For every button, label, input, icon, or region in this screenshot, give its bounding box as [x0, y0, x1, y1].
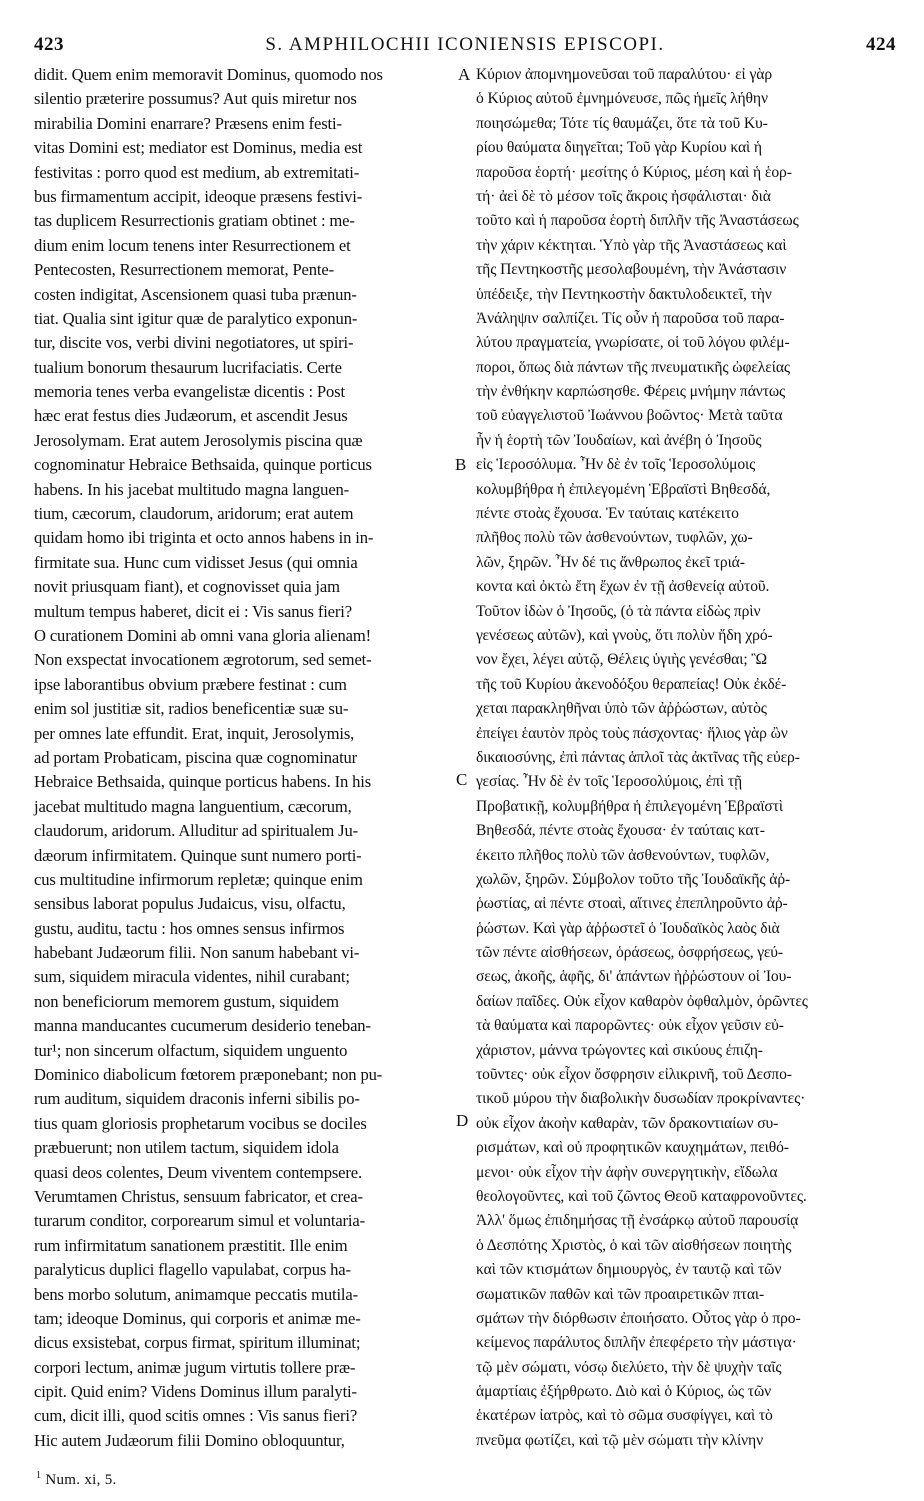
- latin-text-line: enim sol justitiæ sit, radios beneficentiæ suæ su-: [34, 699, 349, 719]
- latin-text-line: memoria tenes verba evangelistæ dicentis : Post: [34, 382, 345, 402]
- latin-text-line: sensibus laborat populus Judaicus, visu, olfactu,: [34, 894, 346, 914]
- latin-text-line: tur, discite vos, verbi divini negotiatores, ut spiri-: [34, 333, 354, 353]
- greek-text-line: τῆς Πεντηκοστῆς μεσολαβουμένη, τὴν Ἀνάστασιν: [476, 261, 787, 279]
- latin-text-line: habebant Judæorum filii. Non sanum habebant vi-: [34, 943, 360, 963]
- greek-text-line: πνεῦμα φωτίζει, καὶ τῷ μὲν σώματι τὴν κλίνην: [476, 1431, 764, 1449]
- greek-text-line: λύτου πραγματεία, γνωρίσατε, οἱ τοῦ λόγου φιλέμ-: [476, 334, 790, 352]
- margin-marker-b: B: [455, 455, 467, 474]
- latin-text-line: dium enim locum tenens inter Resurrectionem et: [34, 235, 351, 255]
- greek-text-line: γενέσεως αὐτῶν), καὶ γνοὺς, ὅτι πολὺν ἤδη χρό-: [476, 626, 773, 644]
- greek-text-line: τοῦντες· οὐκ εἶχον ὄσφρησιν εἰλικρινῆ, τοῦ Δεσπο-: [476, 1066, 792, 1084]
- greek-text-line: σμάτων τὴν διόρθωσιν ἐποιήσατο. Οὗτος γὰρ ὁ προ-: [476, 1309, 801, 1327]
- greek-text-line: τοῦ εὐαγγελιστοῦ Ἰωάννου βοῶντος· Μετὰ ταῦτα: [476, 407, 783, 425]
- latin-column: [34, 63, 452, 1453]
- margin-marker-d: D: [456, 1111, 469, 1130]
- greek-text-line: σωματικῶν παθῶν καὶ τῶν προαιρετικῶν πται-: [476, 1285, 765, 1303]
- latin-text-line: Non exspectat invocationem ægrotorum, sed semet-: [34, 650, 372, 670]
- greek-text-line: ρισμάτων, καὶ οὐ προφητικῶν καυχημάτων, πειθό-: [476, 1139, 789, 1157]
- latin-text-line: claudorum, aridorum. Alluditur ad spiritualem Ju-: [34, 821, 358, 841]
- greek-text-line: εἰς Ἱεροσόλυμα. Ἦν δὲ ἐν τοῖς Ἱεροσολύμοις: [476, 456, 756, 474]
- latin-text-line: firmitate sua. Hunc cum vidisset Jesus (qui omnia: [34, 552, 358, 572]
- greek-text-line: χεται παρακληθῆναι ὑπὸ τῶν ἀῤῥώστων, αὐτὸς: [476, 700, 767, 718]
- greek-text-line: ἑκατέρων ἰατρὸς, καὶ τὸ σῶμα συσφίγγει, καὶ τὸ: [476, 1407, 773, 1425]
- latin-text-line: tas duplicem Resurrectionis gratiam obtinet : me-: [34, 211, 355, 231]
- latin-text-line: Verumtamen Christus, sensuum fabricator, et crea-: [34, 1186, 363, 1206]
- latin-text-line: cus multitudine infirmorum repletæ; quinque enim: [34, 869, 363, 889]
- greek-text-line: τῷ μὲν σώματι, νόσῳ διελύετο, τὴν δὲ ψυχὴν ταῖς: [476, 1358, 782, 1376]
- latin-text-line: manna manducantes cucumerum desiderio teneban-: [34, 1016, 371, 1036]
- greek-text-line: θεολογοῦντες, καὶ τοῦ ζῶντος Θεοῦ καταφρονοῦντες.: [476, 1187, 807, 1205]
- latin-text-line: Pentecosten, Resurrectionem memorat, Pente-: [34, 260, 334, 280]
- greek-text-line: νον ἔχει, λέγει αὐτῷ, Θέλεις ὑγιὴς γενέσθαι; Ὢ: [476, 651, 767, 669]
- greek-text-line: ρίου θαύματα διηγεῖται; Τοῦ γὰρ Κυρίου καὶ ἡ: [476, 139, 762, 157]
- margin-marker-c: C: [456, 770, 468, 789]
- greek-text-line: πέντε στοὰς ἔχουσα. Ἐν ταύταις κατέκειτο: [476, 505, 739, 523]
- greek-column: [476, 63, 906, 1453]
- latin-text-line: silentio præterire possumus? Aut quis miretur nos: [34, 89, 357, 109]
- greek-text-line: ποιησώμεθα; Τότε τίς θαυμάζει, ὅτε τὰ τοῦ Κυ-: [476, 114, 768, 132]
- greek-text-line: Ἀνάληψιν σαλπίζει. Τίς οὖν ἡ παροῦσα τοῦ παρα-: [476, 309, 785, 327]
- greek-text-line: δαίων παῖδες. Οὐκ εἶχον καθαρὸν ὀφθαλμὸν, ὁρῶντες: [476, 992, 808, 1010]
- latin-text-line: multum tempus haberet, dicit ei : Vis sanus fieri?: [34, 601, 352, 621]
- latin-text-line: Jerosolymam. Erat autem Jerosolymis piscina quæ: [34, 430, 363, 450]
- greek-text-line: τὴν ἐνθήκην καρπώσησθε. Φέρεις μνήμην πάντως: [476, 383, 786, 401]
- greek-text-line: τὰ θαύματα καὶ παρορῶντες· οὐκ εἶχον γεῦσιν εὐ-: [476, 1017, 784, 1035]
- latin-text-line: quasi deos colentes, Deum viventem contempsere.: [34, 1162, 362, 1182]
- latin-text-line: habens. In his jacebat multitudo magna languen-: [34, 479, 350, 499]
- latin-text-line: rum infirmitatum sanationem præstitit. Ille enim: [34, 1235, 348, 1255]
- latin-text-line: gustu, auditu, tactu : hos omnes sensus infirmos: [34, 918, 345, 938]
- latin-text-line: costen indigitat, Ascensionem quasi tuba prænun-: [34, 284, 357, 304]
- latin-text-line: per omnes late effundit. Erat, inquit, Jerosolymis,: [34, 723, 355, 743]
- greek-text-line: τῶν πέντε αἰσθήσεων, ὁράσεως, ὀσφρήσεως, γεύ-: [476, 944, 783, 962]
- greek-text-line: Τοῦτον ἰδὼν ὁ Ἰησοῦς, (ὁ τὰ πάντα εἰδὼς πρὶν: [476, 602, 761, 620]
- page-number-left: 423: [34, 34, 64, 55]
- greek-text-line: γεσίας. Ἦν δὲ ἐν τοῖς Ἱεροσολύμοις, ἐπὶ τῇ: [476, 773, 743, 791]
- greek-text-line: παροῦσα ἑορτή· μεσίτης ὁ Κύριος, μέση καὶ ἡ ἑορ-: [476, 163, 792, 181]
- latin-text-line: paralyticus duplici flagello vapulabat, corpus ha-: [34, 1260, 351, 1280]
- greek-text-line: Προβατικῇ, κολυμβήθρα ἡ ἐπιλεγομένη Ἑβραϊστὶ: [476, 797, 783, 815]
- greek-text-line: ἐπείγει ἑαυτὸν πρὸς τοὺς πάσχοντας· ἥλιος γὰρ ὢν: [476, 724, 788, 742]
- latin-text-line: hæc erat festus dies Judæorum, et ascendit Jesus: [34, 406, 348, 426]
- latin-text-line: cognominatur Hebraice Bethsaida, quinque porticus: [34, 455, 372, 475]
- latin-text-line: ad portam Probaticam, piscina quæ cognominatur: [34, 747, 358, 767]
- latin-text-line: tur¹; non sincerum olfactum, siquidem unguento: [34, 1040, 348, 1060]
- latin-text-line: quidam homo ibi triginta et octo annos habens in in-: [34, 528, 374, 548]
- greek-text-line: χάριστον, μάννα τρώγοντες καὶ σικύους ἐπιζη-: [476, 1041, 763, 1059]
- greek-text-line: τικοῦ μύρου τὴν διαβολικὴν δυσωδίαν προκρίναντες·: [476, 1090, 806, 1108]
- latin-text-line: Hebraice Bethsaida, quinque porticus habens. In his: [34, 772, 372, 792]
- latin-text-line: rum auditum, siquidem draconis inferni sibilis po-: [34, 1089, 360, 1109]
- footnote-mark: 1: [36, 1470, 42, 1481]
- latin-text-line: tium, cæcorum, claudorum, aridorum; erat autem: [34, 504, 354, 524]
- latin-text-line: jacebat multitudo magna languentium, cæcorum,: [34, 796, 352, 816]
- greek-text-line: πλῆθος πολὺ τῶν ἀσθενούντων, τυφλῶν, χω-: [476, 529, 753, 547]
- latin-text-line: mirabilia Domini enarrare? Præsens enim festi-: [34, 113, 342, 133]
- greek-text-line: τὴν χάριν κέκτηται. Ὑπὸ γὰρ τῆς Ἀναστάσεως καὶ: [476, 236, 787, 254]
- latin-text-line: didit. Quem enim memoravit Dominus, quomodo nos: [34, 65, 383, 84]
- greek-text-line: Κύριον ἀπομνημονεῦσαι τοῦ παραλύτου· εἰ γὰρ: [476, 66, 772, 83]
- greek-text-line: κολυμβήθρα ἡ ἐπιλεγομένη Ἑβραϊστὶ Βηθεσδά,: [476, 480, 771, 498]
- margin-marker-a: A: [458, 65, 471, 84]
- greek-text-line: τοῦτο καὶ ἡ παροῦσα ἑορτὴ διπλῆν τῆς Ἀναστάσεως: [476, 212, 799, 230]
- latin-text-line: tius quam gloriosis prophetarum vocibus se dociles: [34, 1113, 367, 1133]
- latin-text-line: ipse laborantibus obvium præbere festinat : cum: [34, 674, 347, 694]
- greek-text-line: τή· ἀεὶ δὲ τὸ μέσον τοῖς ἄκροις ἠσφάλισται· διὰ: [476, 187, 771, 205]
- page-number-right: 424: [866, 34, 896, 55]
- greek-text-line: Ἀλλ' ὅμως ἐπιδημήσας τῇ ἐνσάρκῳ αὐτοῦ παρουσίᾳ: [476, 1212, 799, 1230]
- greek-text-line: κοντα καὶ ὀκτὼ ἔτη ἔχων ἐν τῇ ἀσθενείᾳ αὐτοῦ.: [476, 578, 770, 596]
- running-header: [34, 34, 896, 60]
- latin-text-line: cipit. Quid enim? Videns Dominus illum paralyti-: [34, 1382, 357, 1402]
- running-title: S. AMPHILOCHII ICONIENSIS EPISCOPI.: [265, 34, 665, 55]
- greek-text-line: τῆς τοῦ Κυρίου ἀκενοδόξου θεραπείας! Οὐκ ἐκδέ-: [476, 675, 787, 693]
- latin-text-line: Dominico diabolicum fœtorem præponebant; non pu-: [34, 1065, 383, 1085]
- greek-text-line: ἦν ἡ ἑορτὴ τῶν Ἰουδαίων, καὶ ἀνέβη ὁ Ἰησοῦς: [476, 431, 762, 449]
- greek-text-line: ὁ Δεσπότης Χριστὸς, ὁ καὶ τῶν αἰσθήσεων ποιητὴς: [476, 1236, 792, 1254]
- greek-text-line: ὑπέδειξε, τὴν Πεντηκοστὴν δακτυλοδεικτεῖ, τὴν: [476, 285, 772, 303]
- latin-text-line: Hic autem Judæorum filii Domino obloquuntur,: [34, 1430, 345, 1450]
- footnote: [36, 1470, 117, 1489]
- latin-text-line: vitas Domini est; mediator est Dominus, media est: [34, 138, 363, 158]
- latin-text-line: tualium bonorum thesaurum lucrifaciatis. Certe: [34, 357, 342, 377]
- greek-text-line: μενοι· οὐκ εἶχον τὴν ἁφὴν συνεργητικὴν, εἴδωλα: [476, 1163, 778, 1181]
- latin-text-line: turarum conditor, corporearum simul et voluntaria-: [34, 1211, 365, 1231]
- greek-text-line: σεως, ἀκοῆς, ἁφῆς, δι' ἁπάντων ἠῤῥώστουν οἱ Ἰου-: [476, 968, 792, 986]
- greek-text-line: έκειτο πλῆθος πολὺ τῶν ἀσθενούντων, τυφλῶν,: [476, 846, 770, 864]
- greek-text-line: λῶν, ξηρῶν. Ἦν δέ τις ἄνθρωπος ἐκεῖ τριά-: [476, 553, 745, 571]
- greek-text-line: Βηθεσδά, πέντε στοὰς ἔχουσα· ἐν ταύταις κατ-: [476, 822, 765, 840]
- latin-text-line: bus firmamentum accipit, ideoque præsens festivi-: [34, 186, 363, 206]
- latin-text-line: dæorum infirmitatem. Quinque sunt numero porti-: [34, 845, 362, 865]
- greek-text-line: ῥώστων. Καὶ γὰρ ἀῤῥωστεῖ ὁ Ἰουδαϊκὸς λαὸς διὰ: [476, 919, 780, 937]
- latin-text-line: cum, dicit illi, quod scitis omnes : Vis sanus fieri?: [34, 1406, 358, 1426]
- latin-text-line: non beneficiorum memorem gustum, siquidem: [34, 991, 339, 1011]
- greek-text-line: χωλῶν, ξηρῶν. Σύμβολον τοῦτο τῆς Ἰουδαϊκῆς ἀῤ-: [476, 870, 791, 888]
- greek-text-line: ὁ Κύριος αὐτοῦ ἐμνημόνευσε, πῶς ἡμεῖς λήθην: [476, 90, 768, 108]
- greek-text-line: δικαιοσύνης, ἐπὶ πάντας ἁπλοῖ τὰς ἀκτῖνας τῆς εὐερ-: [476, 748, 800, 766]
- latin-text-line: bens morbo solutum, animamque peccatis mutila-: [34, 1284, 358, 1304]
- latin-text-line: sum, siquidem miracula videntes, nihil curabant;: [34, 967, 350, 987]
- latin-text-line: præbuerunt; non utilem tactum, siquidem idola: [34, 1138, 339, 1158]
- greek-text-line: οὐκ εἶχον ἀκοὴν καθαρὰν, τῶν δρακοντιαίων συ-: [476, 1114, 779, 1132]
- latin-text-line: dicus exsistebat, corpus firmat, spiritum illuminat;: [34, 1333, 361, 1353]
- latin-text-line: novit priusquam fiant), et cognovisset quia jam: [34, 577, 340, 597]
- latin-text-line: corpori lectum, animæ jugum virtutis tollere præ-: [34, 1357, 356, 1377]
- latin-text-line: O curationem Domini ab omni vana gloria alienam!: [34, 625, 372, 645]
- latin-text-line: tiat. Qualia sint igitur quæ de paralytico exponun-: [34, 308, 358, 328]
- greek-text-line: ἁμαρτίαις ἐξήρθρωτο. Διὸ καὶ ὁ Κύριος, ὡς τῶν: [476, 1383, 772, 1401]
- greek-text-line: καὶ τῶν κτισμάτων δημιουργὸς, ἐν ταυτῷ καὶ τῶν: [476, 1261, 782, 1279]
- latin-text-line: festivitas : porro quod est medium, ab extremitati-: [34, 162, 360, 182]
- greek-text-line: ῥωστίας, αἱ πέντε στοαὶ, αἵτινες ἐπεπληροῦντο ἀῤ-: [476, 895, 788, 913]
- greek-text-line: ποροι, ὅπως διὰ πάντων τῆς πνευματικῆς ὠφελείας: [476, 358, 790, 376]
- greek-text-line: κείμενος παράλυτος διπλῆν ἐπεφέρετο τὴν μάστιγα·: [476, 1334, 797, 1352]
- footnote-text: Num. xi, 5.: [45, 1472, 117, 1488]
- latin-text-line: tam; ideoque Dominus, qui corporis et animæ me-: [34, 1308, 361, 1328]
